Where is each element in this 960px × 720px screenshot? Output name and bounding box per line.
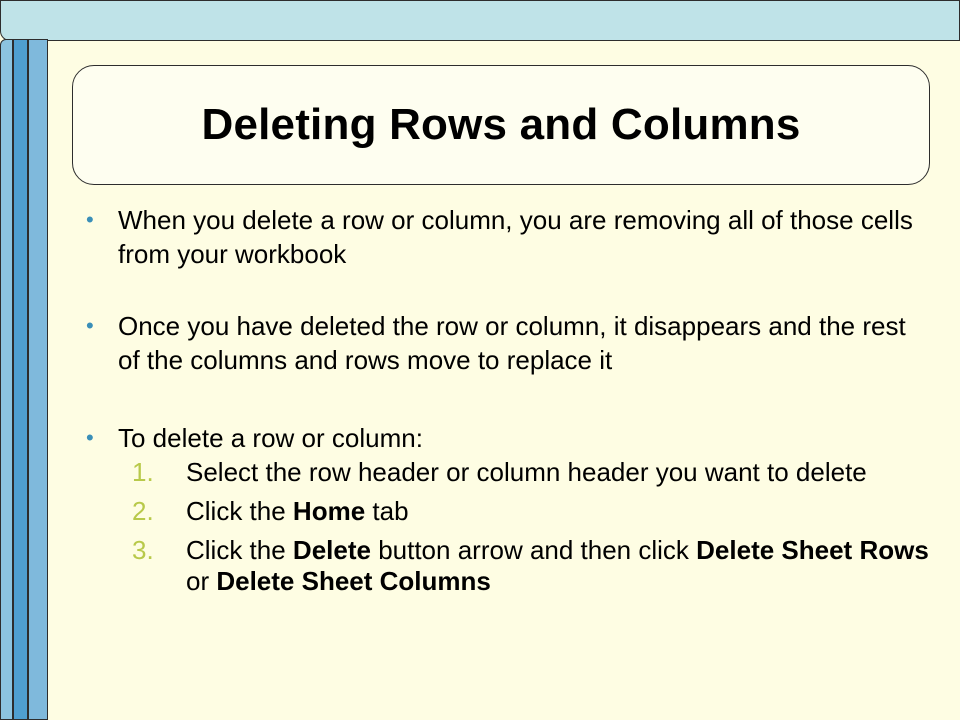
step-bold-delete: Delete	[292, 535, 371, 565]
step-text-mid: button arrow and then click	[370, 535, 697, 565]
bullet-dot-icon: •	[86, 425, 94, 450]
step-item	[80, 457, 930, 488]
side-strip-light	[0, 39, 13, 720]
step-text-mid2: or	[186, 566, 217, 596]
step-item	[80, 496, 930, 527]
bullet-text: To delete a row or column:	[118, 423, 423, 453]
slide-title: Deleting Rows and Columns	[201, 100, 801, 149]
step-text: Select the row header or column header you want to delete	[186, 457, 867, 487]
step-bold-delete-rows: Delete Sheet Rows	[696, 535, 929, 565]
title-box	[72, 65, 930, 185]
side-strip-mid	[13, 39, 28, 720]
top-decorative-bar	[0, 0, 960, 41]
side-strip-dark	[28, 39, 48, 720]
step-text-pre: Click the	[186, 535, 293, 565]
slide-content	[80, 203, 930, 597]
step-bold-delete-columns: Delete Sheet Columns	[216, 566, 491, 596]
bullet-text: Once you have deleted the row or column, it disappears and the rest of the columns and rows move to replace it	[118, 311, 906, 375]
bullet-item	[80, 203, 930, 271]
bullet-item	[80, 309, 930, 377]
bullet-text: When you delete a row or column, you are removing all of those cells from your workbook	[118, 205, 913, 269]
left-decorative-bar	[0, 39, 49, 720]
step-item	[80, 535, 930, 597]
step-number: 3.	[132, 535, 154, 565]
step-bold-home: Home	[292, 496, 366, 526]
step-number: 1.	[132, 457, 154, 487]
bullet-dot-icon: •	[86, 207, 94, 232]
step-number: 2.	[132, 496, 154, 526]
bullet-dot-icon: •	[86, 313, 94, 338]
step-text-pre: Click the	[186, 496, 293, 526]
bullet-item	[80, 421, 930, 455]
step-list	[80, 457, 930, 597]
step-text-post: tab	[365, 496, 409, 526]
